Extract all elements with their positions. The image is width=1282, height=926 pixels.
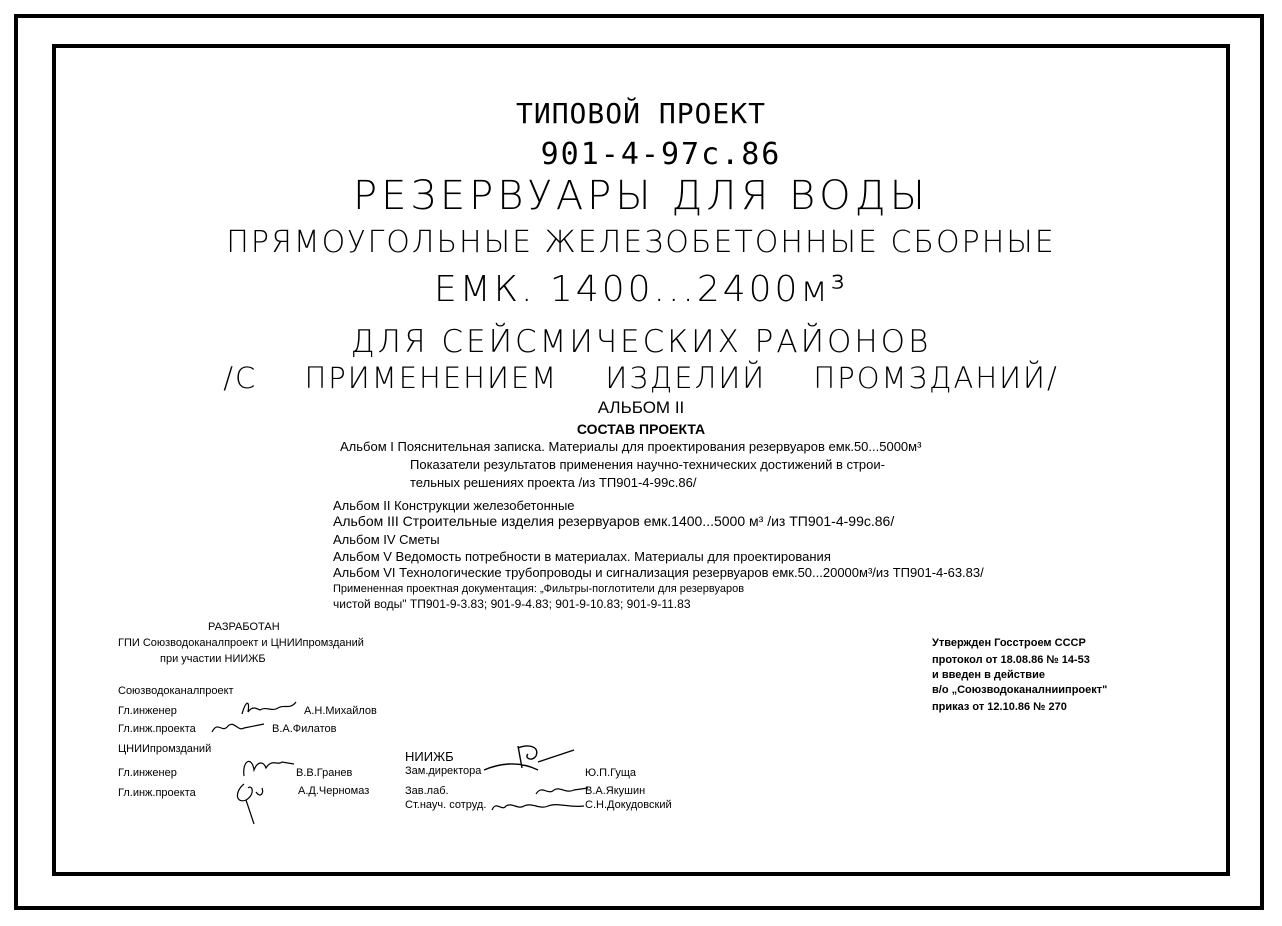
applied-docs: Примененная проектная документация: „Фильтры-поглотители для резервуаров	[333, 583, 745, 595]
org2-name-2: А.Д.Черномаз	[298, 785, 370, 797]
album-1-cont2: тельных решениях проекта /из ТП901-4-99с.86/	[410, 475, 697, 490]
seismic-title: ДЛЯ СЕЙСМИЧЕСКИХ РАЙОНОВ	[350, 324, 932, 360]
org3-role-3: Ст.науч. сотруд.	[405, 799, 487, 811]
signature-chernomaz	[228, 778, 272, 828]
album-1: Альбом I Пояснительная записка. Материалы для проектирования резервуаров емк.50...5000м³	[340, 439, 922, 454]
album-3: Альбом III Строительные изделия резервуаров емк.1400...5000 м³ /из ТП901-4-99с.86/	[333, 513, 895, 529]
signature-filatov	[208, 716, 268, 738]
signature-guscha	[478, 740, 578, 780]
org3-name-1: Ю.П.Гуща	[585, 767, 637, 779]
org3-role-2: Зав.лаб.	[405, 785, 449, 797]
org1-role-1: Гл.инженер	[118, 705, 177, 717]
approved-line1: Утвержден Госстроем СССР	[932, 637, 1086, 649]
org2-name: ЦНИИпромзданий	[118, 743, 212, 755]
album-2: Альбом II Конструкции железобетонные	[333, 498, 575, 513]
signature-dokudovsky	[488, 798, 588, 816]
approved-line4: в/о „Союзводоканалниипроект"	[932, 684, 1108, 696]
org3-name-3: С.Н.Докудовский	[585, 799, 672, 811]
signature-yakushin	[532, 780, 592, 800]
developed-org: ГПИ Союзводоканалпроект и ЦНИИпромзданий	[118, 637, 364, 649]
org2-name-1: В.В.Гранев	[296, 767, 353, 779]
album-5: Альбом V Ведомость потребности в материалах. Материалы для проектирования	[333, 549, 831, 564]
main-title: РЕЗЕРВУАРЫ ДЛЯ ВОДЫ	[353, 173, 929, 219]
subtitle: ПРЯМОУГОЛЬНЫЕ ЖЕЛЕЗОБЕТОННЫЕ СБОРНЫЕ	[226, 225, 1056, 260]
developed-participant: при участии НИИЖБ	[160, 653, 266, 665]
org1-name: Союзводоканалпроект	[118, 685, 234, 697]
approved-line3: и введен в действие	[932, 669, 1045, 681]
org3-name: НИИЖБ	[405, 749, 454, 764]
project-number: 901-4-97с.86	[540, 137, 782, 172]
org1-name-2: В.А.Филатов	[272, 723, 337, 735]
composition-heading: СОСТАВ ПРОЕКТА	[576, 421, 706, 437]
approved-line5: приказ от 12.10.86 № 270	[932, 701, 1067, 713]
developed-heading: РАЗРАБОТАН	[208, 621, 280, 633]
capacity: ЕМК. 1400...2400м³	[433, 269, 849, 310]
application-title: /С ПРИМЕНЕНИЕМ ИЗДЕЛИЙ ПРОМЗДАНИЙ/	[223, 361, 1059, 395]
album-1-cont: Показатели результатов применения научно-технических достижений в строи-	[410, 457, 885, 472]
org2-role-1: Гл.инженер	[118, 767, 177, 779]
album-number: АЛЬБОМ II	[597, 398, 685, 417]
album-6: Альбом VI Технологические трубопроводы и сигнализация резервуаров емк.50...20000м³/из ТП901-4-63.83/	[333, 565, 984, 580]
album-4: Альбом IV Сметы	[333, 532, 440, 547]
org1-role-2: Гл.инж.проекта	[118, 723, 196, 735]
org1-name-1: А.Н.Михайлов	[304, 705, 377, 717]
applied-docs-cont: чистой воды" ТП901-9-3.83; 901-9-4.83; 901-9-10.83; 901-9-11.83	[333, 597, 691, 611]
org3-name-2: В.А.Якушин	[585, 785, 646, 797]
approved-line2: протокол от 18.08.86 № 14-53	[932, 654, 1090, 666]
org3-role-1: Зам.директора	[405, 765, 482, 777]
org2-role-2: Гл.инж.проекта	[118, 787, 196, 799]
doc-type: ТИПОВОЙ ПРОЕКТ	[515, 97, 766, 130]
